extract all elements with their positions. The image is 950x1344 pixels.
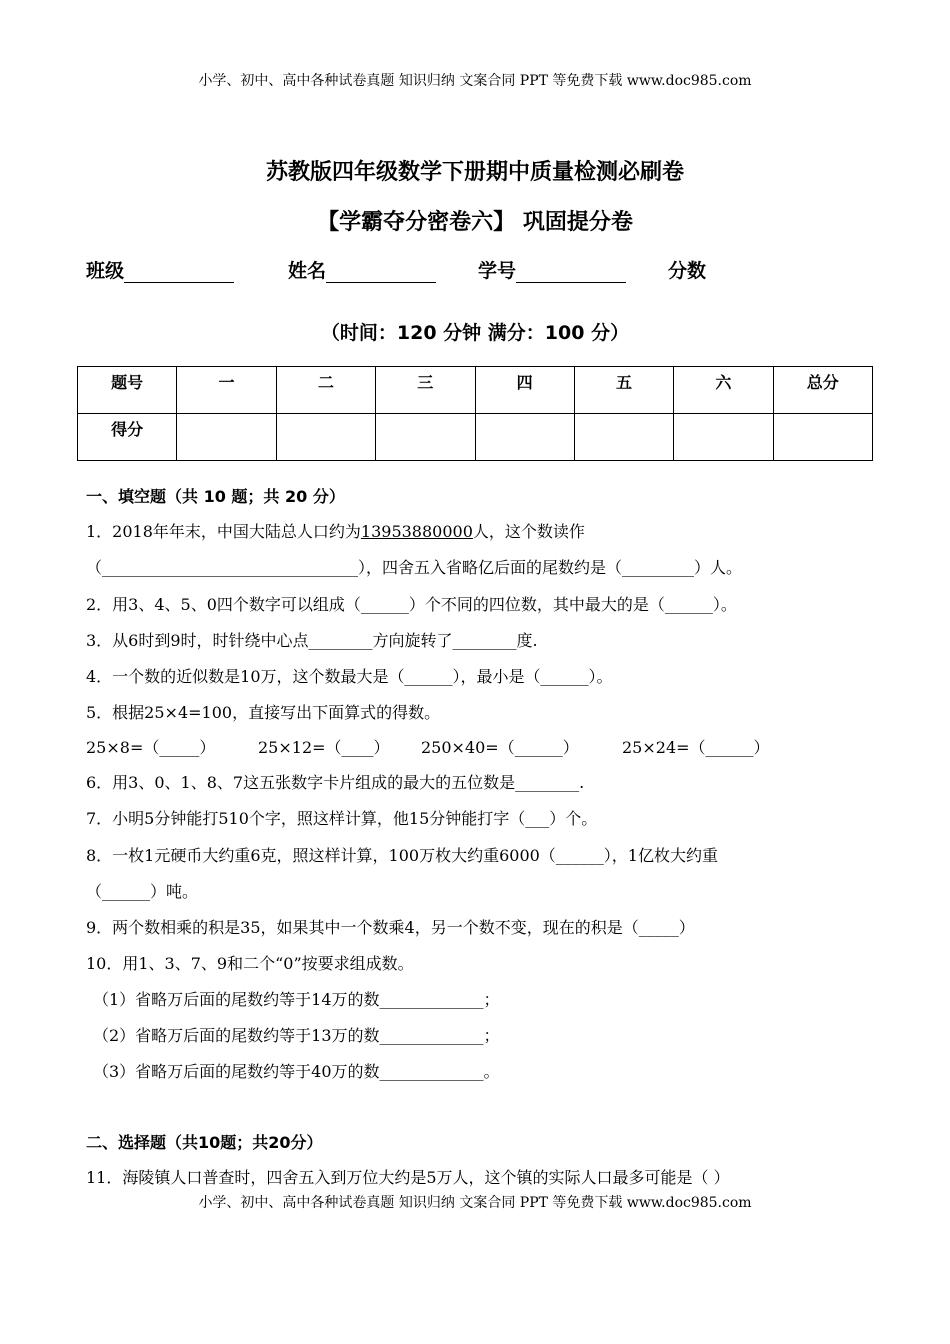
q5-item: 25×24=（______） (622, 738, 770, 757)
score-table-header-cell: 三 (376, 367, 475, 414)
question-1-line2: （________________________________），四舍五入省略亿后面的尾数约是（_________）人。 (86, 558, 743, 577)
question-11: 11．海陵镇人口普查时，四舍五入到万位大约是5万人，这个镇的实际人口最多可能是（ ） (86, 1168, 730, 1187)
page-footer: 小学、初中、高中各种试卷真题 知识归纳 文案合同 PPT 等免费下载 www.doc985.com (198, 1195, 752, 1211)
score-table-header-cell: 五 (574, 367, 673, 414)
score-table-header-cell: 一 (177, 367, 276, 414)
score-table-header-cell: 题号 (78, 367, 177, 414)
question-10-part3: （3）省略万后面的尾数约等于40万的数_____________。 (93, 1062, 500, 1081)
time-line: （时间：120 分钟 满分：100 分） (320, 322, 630, 344)
question-6: 6．用3、0、1、8、7这五张数字卡片组成的最大的五位数是________. (86, 773, 585, 792)
section1-heading: 一、填空题（共 10 题；共 20 分） (86, 487, 345, 506)
q1-text-a: 1．2018年年末，中国大陆总人口约为 (86, 522, 361, 541)
name-label: 姓名 (288, 260, 327, 282)
score-row-label: 得分 (78, 414, 177, 461)
score-table-header-row (78, 367, 873, 414)
question-10: 10．用1、3、7、9和二个“0”按要求组成数。 (86, 954, 414, 973)
class-blank[interactable] (124, 262, 234, 283)
score-table-header-cell: 四 (475, 367, 574, 414)
student-id-blank[interactable] (516, 262, 626, 283)
q1-population-number: 13953880000 (360, 522, 473, 541)
question-5: 5．根据25×4=100，直接写出下面算式的得数。 (86, 703, 441, 722)
page-subtitle: 【学霸夺分密卷六】 巩固提分卷 (317, 210, 633, 235)
question-10-part2: （2）省略万后面的尾数约等于13万的数_____________； (93, 1026, 500, 1045)
student-id-field (478, 256, 626, 283)
score-cell[interactable] (674, 414, 773, 461)
score-table-header-cell: 总分 (773, 367, 872, 414)
score-table-header-cell: 六 (674, 367, 773, 414)
score-cell[interactable] (276, 414, 375, 461)
score-cell[interactable] (773, 414, 872, 461)
page-title: 苏教版四年级数学下册期中质量检测必刷卷 (265, 160, 684, 185)
question-1 (86, 519, 585, 542)
score-label: 分数 (668, 260, 707, 282)
question-4: 4．一个数的近似数是10万，这个数最大是（______），最小是（______）。 (86, 667, 613, 686)
section2-heading: 二、选择题（共10题；共20分） (86, 1133, 323, 1152)
question-2: 2．用3、4、5、0四个数字可以组成（______）个不同的四位数，其中最大的是（______）。 (86, 595, 737, 614)
q5-item: 25×8=（_____） (86, 738, 216, 757)
question-7: 7．小明5分钟能打510个字，照这样计算，他15分钟能打字（___）个。 (86, 809, 598, 828)
q5-item: 250×40=（______） (421, 738, 579, 757)
question-3: 3．从6时到9时，时针绕中心点________方向旋转了________度. (86, 631, 538, 650)
name-field (288, 256, 436, 283)
score-field (668, 256, 706, 283)
score-table-score-row (78, 414, 873, 461)
question-8: 8．一枚1元硬币大约重6克，照这样计算，100万枚大约重6000（______），1亿枚大约重 (86, 846, 718, 865)
class-label: 班级 (86, 260, 125, 282)
score-cell[interactable] (376, 414, 475, 461)
q1-text-b: 人，这个数读作 (472, 522, 585, 541)
class-field (86, 256, 234, 283)
score-cell[interactable] (574, 414, 673, 461)
question-9: 9．两个数相乘的积是35，如果其中一个数乘4，另一个数不变，现在的积是（_____） (86, 918, 695, 937)
name-blank[interactable] (326, 262, 436, 283)
score-cell[interactable] (475, 414, 574, 461)
score-cell[interactable] (177, 414, 276, 461)
question-8-line2: （______）吨。 (86, 882, 199, 901)
q5-item: 25×12=（____） (258, 738, 390, 757)
student-id-label: 学号 (478, 260, 517, 282)
score-table (77, 366, 873, 461)
page-header: 小学、初中、高中各种试卷真题 知识归纳 文案合同 PPT 等免费下载 www.doc985.com (198, 73, 752, 89)
question-10-part1: （1）省略万后面的尾数约等于14万的数_____________； (93, 990, 500, 1009)
score-table-header-cell: 二 (276, 367, 375, 414)
